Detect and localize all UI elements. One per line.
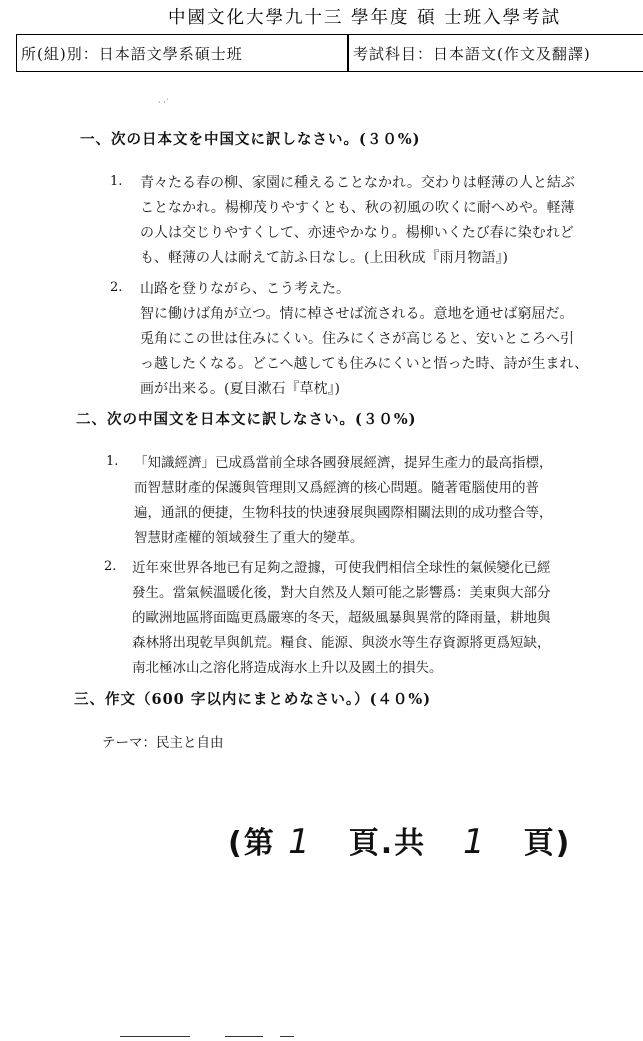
section-2-item-2-number: 2.: [104, 559, 117, 574]
text-line: 兎角にこの世は住みにくい。住みにくさが高じると、安いところへ引: [140, 331, 574, 347]
scan-artifact-line: [225, 1036, 263, 1037]
section-2-item-1-text: [134, 451, 553, 551]
page-marker: [228, 818, 571, 862]
text-line: 發生。當氣候溫暖化後，對大自然及人類可能之影響爲：美東與大部分: [132, 585, 551, 601]
text-line: 近年來世界各地已有足夠之證據，可使我們相信全球性的氣候變化已經: [132, 560, 551, 576]
page-total-number: 1: [463, 822, 487, 862]
exam-title: 中國文化大學九十三 學年度 碩 士班入學考試: [168, 8, 562, 28]
scan-speck: · ·˙: [158, 98, 170, 107]
text-line: 遍，通訊的便捷，生物科技的快速發展與國際相關法則的成功整合等，: [134, 505, 553, 521]
page-marker-mid: 頁.共: [348, 826, 427, 861]
scan-artifact-line: [280, 1036, 294, 1037]
subject-label: 考試科目：日本語文(作文及翻譯): [353, 45, 591, 63]
page-current-number: 1: [288, 822, 312, 862]
section-1-item-2-text: [140, 277, 588, 402]
text-line: ことなかれ。楊柳茂りやすくとも、秋の初風の吹くに耐へめや。軽薄: [140, 200, 575, 216]
text-line: の人は交じりやすくして、亦速やかなり。楊柳いくたび春に染むれど: [140, 225, 574, 241]
section-1-item-1-text: [140, 171, 575, 271]
exam-info-box: [16, 34, 643, 72]
header-divider: [347, 35, 349, 71]
essay-theme: テーマ：民主と自由: [102, 735, 224, 751]
text-line: 山路を登りながら、こう考えた。: [140, 281, 350, 297]
text-line: 森林將出現乾旱與飢荒。糧食、能源、與淡水等生存資源將更爲短缺，: [132, 635, 551, 651]
page-marker-open: (第: [228, 826, 276, 861]
text-line: 的歐洲地區將面臨更爲嚴寒的冬天，超級風暴與異常的降雨量，耕地與: [132, 610, 551, 626]
text-line: 「知識經濟」已成爲當前全球各國發展經濟，提昇生產力的最高指標，: [134, 455, 553, 471]
section-2-heading: 二、次の中国文を日本文に訳しなさい。(３０%): [76, 411, 417, 428]
section-2-item-2-text: [132, 556, 551, 681]
text-line: 而智慧財產的保護與管理則又爲經濟的核心問題。隨著電腦使用的普: [134, 480, 539, 496]
text-line: も、軽薄の人は耐えて訪ふ日なし。(上田秋成『雨月物語』): [140, 250, 508, 266]
text-line: 画が出来る。(夏目漱石『草枕』): [140, 381, 340, 397]
section-1-heading: 一、次の日本文を中国文に訳しなさい。(３０%): [80, 131, 421, 148]
section-1-item-2-number: 2.: [110, 280, 123, 295]
section-1-item-1-number: 1.: [110, 174, 123, 189]
section-2-item-1-number: 1.: [106, 454, 119, 469]
page-marker-close: 頁): [523, 826, 572, 861]
scan-artifact-line: [120, 1036, 190, 1037]
text-line: 南北極冰山之溶化將造成海水上升以及國土的損失。: [132, 660, 443, 676]
text-line: 智慧財產權的領域發生了重大的變革。: [134, 530, 364, 546]
section-3-heading: 三、作文（600 字以内にまとめなさい。）(４０%): [74, 691, 432, 708]
text-line: 青々たる春の柳、家園に種えることなかれ。交わりは軽薄の人と結ぶ: [140, 175, 575, 191]
text-line: っ越したくなる。どこへ越しても住みにくいと悟った時、詩が生まれ、: [140, 356, 589, 372]
department-label: 所(組)別：日本語文學系碩士班: [21, 45, 243, 63]
text-line: 智に働けば角が立つ。情に棹させば流される。意地を通せば窮屈だ。: [140, 306, 574, 322]
